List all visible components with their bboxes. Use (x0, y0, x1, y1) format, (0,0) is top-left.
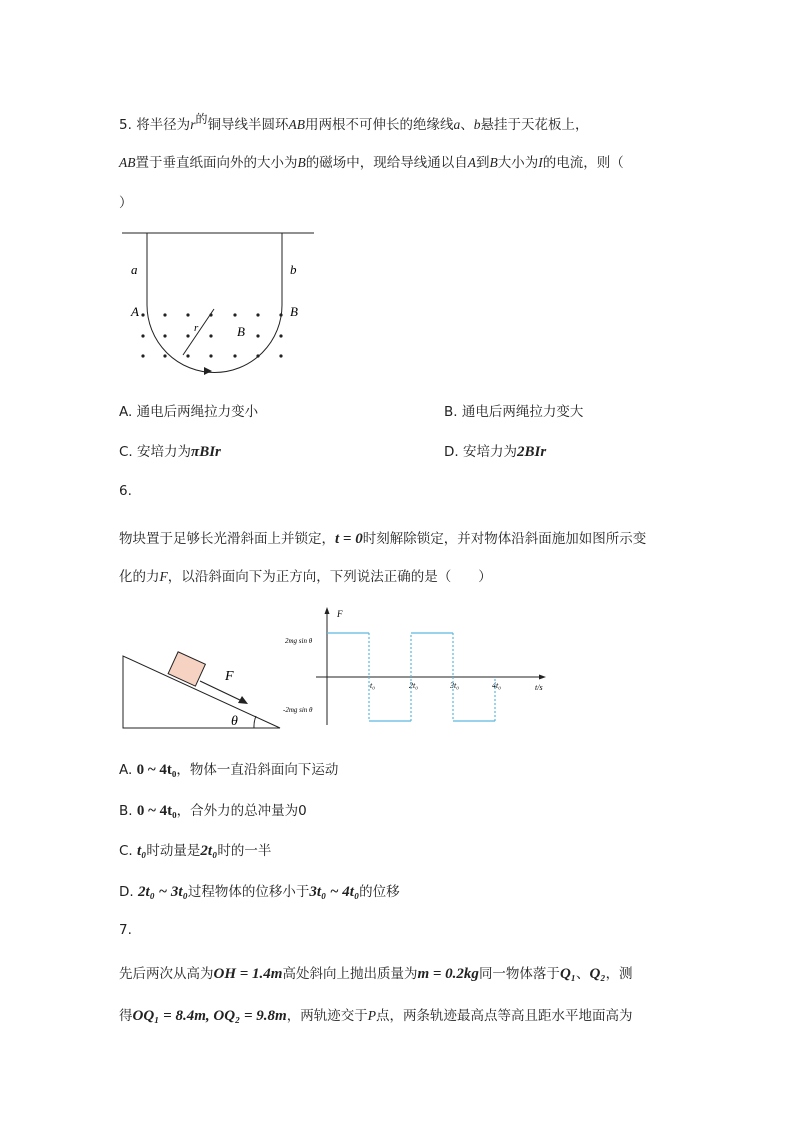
x-tick-2: 2t₀ (409, 681, 419, 690)
q5-option-c[interactable]: C. 安培力为πBIr (119, 444, 221, 460)
force-label: F (225, 669, 234, 684)
q5-line2: AB置于垂直纸面向外的大小为B的磁场中，现给导线通以自A到B大小为I的电流，则（ (119, 155, 624, 171)
q5-option-b[interactable]: B. 通电后两绳拉力变大 (444, 404, 584, 420)
q5-option-d[interactable]: D. 安培力为2BIr (444, 444, 547, 460)
x-unit-label: t/s (535, 683, 543, 692)
q7-line1: 先后两次从高为OH = 1.4m高处斜向上抛出质量为m = 0.2kg同一物体落于Q₁、Q₂，测 (119, 966, 633, 982)
q6-line2: 化的力F，以沿斜面向下为正方向，下列说法正确的是（ ） (119, 569, 492, 585)
q6-number: 6. (119, 483, 132, 499)
y-neg-label: -2mg sin θ (283, 706, 313, 714)
x-tick-4: 4t₀ (492, 681, 502, 690)
y-axis-label: F (337, 609, 343, 619)
field-dots (141, 313, 282, 357)
q6-option-d[interactable]: D. 2t₀ ~ 3t₀过程物体的位移小于3t₀ ~ 4t₀的位移 (119, 884, 400, 900)
theta-label: θ (231, 714, 238, 729)
q6-option-a[interactable]: A. 0 ~ 4t₀，物体一直沿斜面向下运动 (119, 762, 339, 778)
q6-incline-figure (118, 648, 288, 734)
label-A: A (131, 304, 139, 319)
label-B: B (290, 304, 298, 319)
label-b: b (290, 262, 297, 277)
x-tick-3: 3t₀ (450, 681, 460, 690)
block (168, 652, 205, 686)
x-tick-1: t₀ (370, 681, 376, 690)
q6-option-b[interactable]: B. 0 ~ 4t₀，合外力的总冲量为0 (119, 803, 307, 819)
q6-option-c[interactable]: C. t₀时动量是2t₀时的一半 (119, 843, 272, 859)
q5-line3: ） (119, 195, 133, 211)
q7-line2: 得OQ₁ = 8.4m, OQ₂ = 9.8m，两轨迹交于P点，两条轨迹最高点等高且距水平地面高为 (119, 1008, 633, 1024)
label-r: r (194, 322, 199, 334)
label-field-B: B (237, 324, 245, 339)
q5-line1: 5. 将半径为r的铜导线半圆环AB用两根不可伸长的绝缘线a、b悬挂于天花板上， (119, 112, 589, 133)
q7-number: 7. (119, 922, 132, 938)
q6-line1: 物块置于足够长光滑斜面上并锁定，t = 0时刻解除锁定，并对物体沿斜面施加如图所示变 (119, 531, 647, 547)
q5-figure (118, 225, 318, 385)
q6-force-time-chart (280, 605, 550, 730)
label-a: a (131, 262, 138, 277)
q5-option-a[interactable]: A. 通电后两绳拉力变小 (119, 404, 259, 420)
y-pos-label: 2mg sin θ (285, 637, 313, 645)
